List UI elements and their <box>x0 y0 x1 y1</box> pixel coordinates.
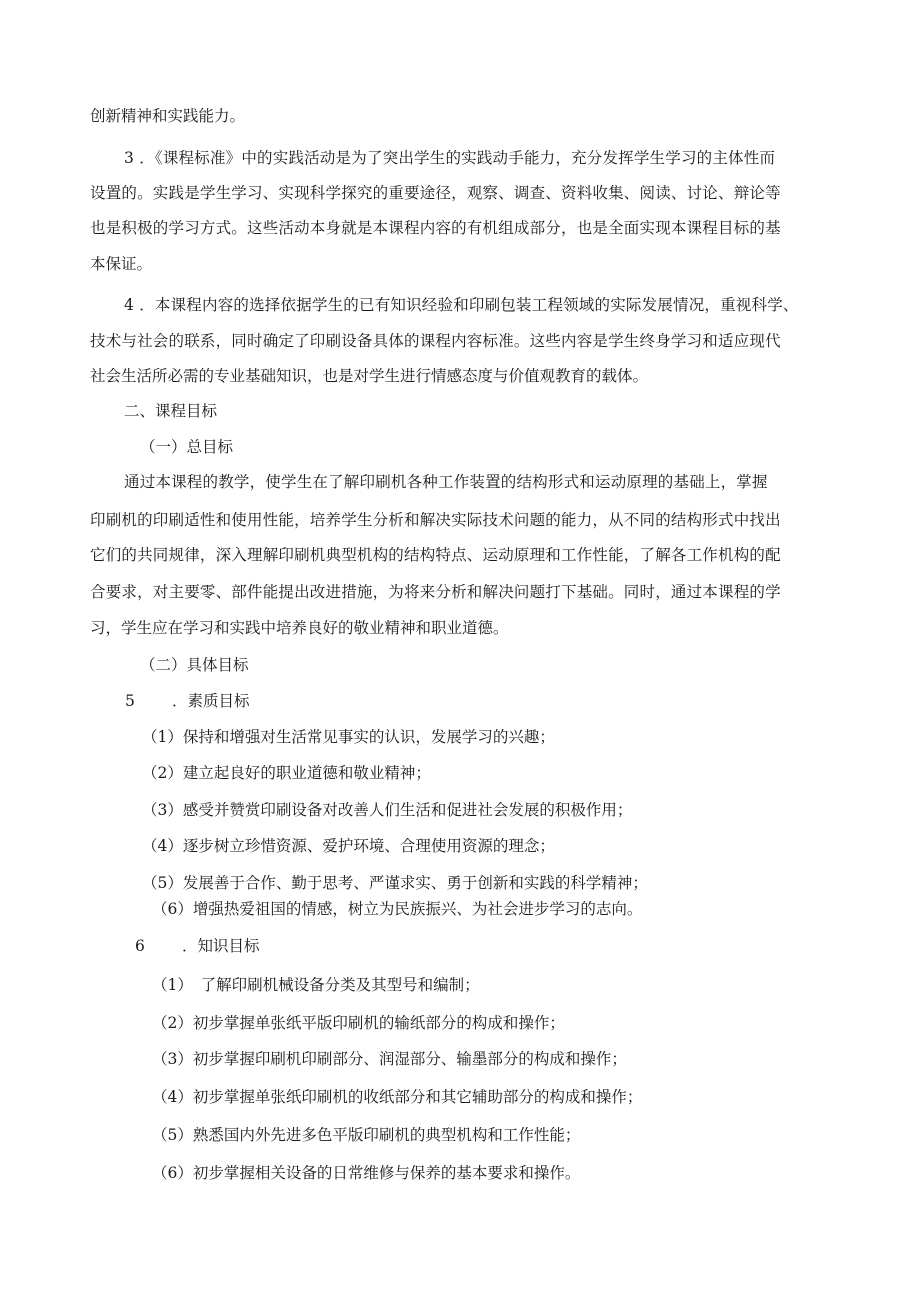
paragraph-4-line-3: 社会生活所必需的专业基础知识，也是对学生进行情感态度与价值观教育的载体。 <box>90 367 649 385</box>
knowledge-goal-item-4: （4）初步掌握单张纸印刷机的收纸部分和其它辅助部分的构成和操作； <box>152 1088 643 1106</box>
subsection-title-specific-goals: （二）具体目标 <box>140 656 249 674</box>
general-goal-line-3: 它们的共同规律，深入理解印刷机典型机构的结构特点、运动原理和工作性能，了解各工作机构的配 <box>90 546 781 564</box>
knowledge-goals-number: 6 <box>135 937 145 955</box>
quality-goal-item-4: （4）逐步树立珍惜资源、爱护环境、合理使用资源的理念； <box>142 837 555 855</box>
paragraph-3-line-1: 3 ．《课程标准》中的实践活动是为了突出学生的实践动手能力，充分发挥学生学习的主体性而 <box>124 149 776 167</box>
general-goal-line-4: 合要求，对主要零、部件能提出改进措施，为将来分析和解决问题打下基础。同时，通过本课程的学 <box>90 583 781 601</box>
paragraph-4-line-2: 技术与社会的联系，同时确定了印刷设备具体的课程内容标准。这些内容是学生终身学习和适应现代 <box>90 332 781 350</box>
knowledge-goal-item-6: （6）初步掌握相关设备的日常维修与保养的基本要求和操作。 <box>152 1164 581 1182</box>
general-goal-line-1: 通过本课程的教学，使学生在了解印刷机各种工作装置的结构形式和运动原理的基础上，掌握 <box>124 473 768 491</box>
knowledge-goal-item-3: （3）初步掌握印刷机印刷部分、润湿部分、输墨部分的构成和操作； <box>152 1050 627 1068</box>
paragraph-3-line-4: 本保证。 <box>90 255 153 273</box>
knowledge-goals-title: ．知识目标 <box>182 937 260 955</box>
section-title-course-goals: 二、课程目标 <box>124 402 218 420</box>
general-goal-line-5: 习，学生应在学习和实践中培养良好的敬业精神和职业道德。 <box>90 619 509 637</box>
quality-goal-item-5: （5）发展善于合作、勤于思考、严谨求实、勇于创新和实践的科学精神； <box>142 874 648 892</box>
knowledge-goal-item-2: （2）初步掌握单张纸平版印刷机的输纸部分的构成和操作； <box>152 1014 565 1032</box>
quality-goal-item-6: （6）增强热爱祖国的情感，树立为民族振兴、为社会进步学习的志向。 <box>152 900 643 918</box>
general-goal-line-2: 印刷机的印刷适性和使用性能，培养学生分析和解决实际技术问题的能力，从不同的结构形式中找出 <box>90 511 781 529</box>
paragraph-3-line-3: 也是积极的学习方式。这些活动本身就是本课程内容的有机组成部分，也是全面实现本课程目标的基 <box>90 219 781 237</box>
quality-goal-item-1: （1）保持和增强对生活常见事实的认识，发展学习的兴趣； <box>142 728 555 746</box>
knowledge-goal-item-5: （5）熟悉国内外先进多色平版印刷机的典型机构和工作性能； <box>152 1126 581 1144</box>
quality-goals-title: ．素质目标 <box>172 692 250 710</box>
paragraph-4-line-1: 4 ．本课程内容的选择依据学生的已有知识经验和印刷包装工程领域的实际发展情况，重视科学、 <box>124 296 799 314</box>
knowledge-goal-item-1: （1） 了解印刷机械设备分类及其型号和编制； <box>152 976 480 994</box>
quality-goal-item-2: （2）建立起良好的职业道德和敬业精神； <box>142 764 431 782</box>
subsection-title-general-goal: （一）总目标 <box>140 438 234 456</box>
quality-goals-number: 5 <box>125 692 135 710</box>
paragraph-3-line-2: 设置的。实践是学生学习、实现科学探究的重要途径，观察、调查、资料收集、阅读、讨论、辩论等 <box>90 184 781 202</box>
quality-goal-item-3: （3）感受并赞赏印刷设备对改善人们生活和促进社会发展的积极作用； <box>142 801 633 819</box>
paragraph-intro-tail: 创新精神和实践能力。 <box>90 107 246 125</box>
